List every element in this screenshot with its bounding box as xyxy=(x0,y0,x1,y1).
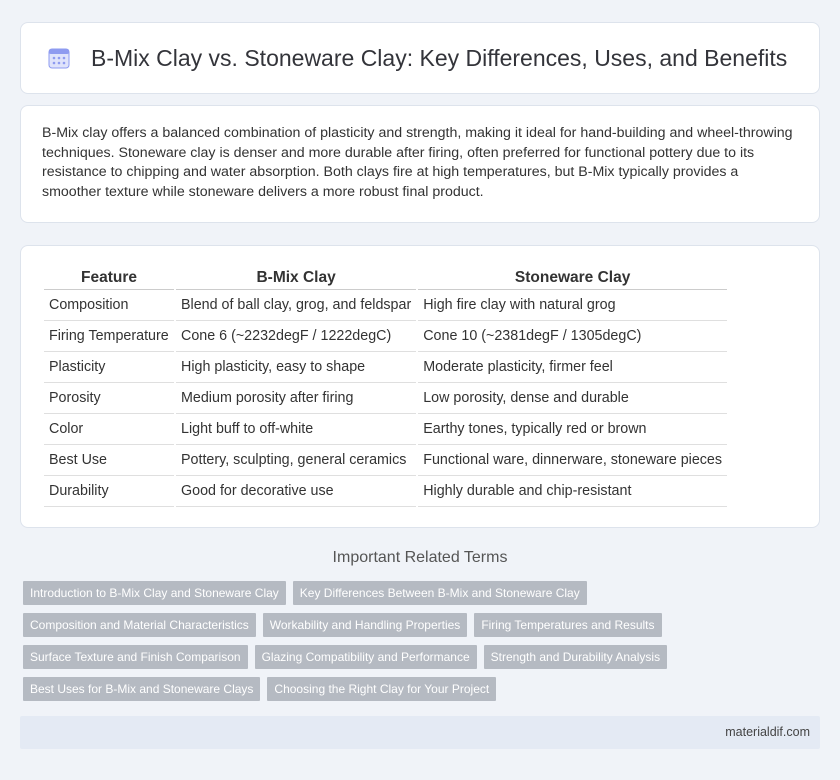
table-cell: Best Use xyxy=(44,445,174,476)
table-cell: Cone 10 (~2381degF / 1305degC) xyxy=(418,321,727,352)
footer-site-link[interactable]: materialdif.com xyxy=(725,725,810,739)
related-term-tag[interactable]: Composition and Material Characteristics xyxy=(23,613,256,637)
column-header: Feature xyxy=(44,266,174,290)
table-cell: Functional ware, dinnerware, stoneware pieces xyxy=(418,445,727,476)
table-row xyxy=(44,290,727,321)
intro-paragraph: B-Mix clay offers a balanced combination of plasticity and strength, making it ideal for hand-building and wheel-throwing techniques. Stoneware clay is denser and more durable after firing, often preferred for functional pottery due to its resistance to chipping and water absorption. Both clays fire at high temperatures, but B-Mix typically provides a smoother texture while stoneware delivers a more robust final product. xyxy=(42,125,793,200)
intro-card xyxy=(20,105,820,223)
related-term-tag[interactable]: Strength and Durability Analysis xyxy=(484,645,667,669)
table-cell: Earthy tones, typically red or brown xyxy=(418,414,727,445)
table-row xyxy=(44,414,727,445)
related-term-tag[interactable]: Surface Texture and Finish Comparison xyxy=(23,645,248,669)
table-header-row xyxy=(44,266,727,290)
related-term-tag[interactable]: Introduction to B-Mix Clay and Stoneware Clay xyxy=(23,581,286,605)
table-cell: Good for decorative use xyxy=(176,476,416,507)
table-cell: Highly durable and chip-resistant xyxy=(418,476,727,507)
header-card xyxy=(20,22,820,94)
tag-row xyxy=(23,581,813,605)
column-header: B-Mix Clay xyxy=(176,266,416,290)
related-term-tag[interactable]: Firing Temperatures and Results xyxy=(474,613,661,637)
related-term-tag[interactable]: Glazing Compatibility and Performance xyxy=(255,645,477,669)
table-row xyxy=(44,445,727,476)
related-term-tag[interactable]: Choosing the Right Clay for Your Project xyxy=(267,677,496,701)
table-row xyxy=(44,352,727,383)
related-terms-heading: Important Related Terms xyxy=(332,549,508,566)
comparison-table xyxy=(42,266,729,507)
table-cell: High fire clay with natural grog xyxy=(418,290,727,321)
related-terms-list xyxy=(23,581,813,709)
tag-row xyxy=(23,613,813,637)
tag-row xyxy=(23,645,813,669)
table-cell: Light buff to off-white xyxy=(176,414,416,445)
table-cell: High plasticity, easy to shape xyxy=(176,352,416,383)
table-row xyxy=(44,321,727,352)
table-cell: Durability xyxy=(44,476,174,507)
calendar-icon xyxy=(47,46,71,70)
table-cell: Porosity xyxy=(44,383,174,414)
table-cell: Moderate plasticity, firmer feel xyxy=(418,352,727,383)
tag-row xyxy=(23,677,813,701)
comparison-card xyxy=(20,245,820,528)
table-cell: Blend of ball clay, grog, and feldspar xyxy=(176,290,416,321)
related-term-tag[interactable]: Key Differences Between B-Mix and Stoneware Clay xyxy=(293,581,587,605)
table-cell: Composition xyxy=(44,290,174,321)
table-cell: Firing Temperature xyxy=(44,321,174,352)
table-row xyxy=(44,383,727,414)
table-row xyxy=(44,476,727,507)
page-title: B-Mix Clay vs. Stoneware Clay: Key Differences, Uses, and Benefits xyxy=(91,44,788,71)
footer xyxy=(20,716,820,749)
table-cell: Medium porosity after firing xyxy=(176,383,416,414)
table-cell: Color xyxy=(44,414,174,445)
related-term-tag[interactable]: Workability and Handling Properties xyxy=(263,613,468,637)
column-header: Stoneware Clay xyxy=(418,266,727,290)
table-cell: Plasticity xyxy=(44,352,174,383)
table-cell: Low porosity, dense and durable xyxy=(418,383,727,414)
table-cell: Pottery, sculpting, general ceramics xyxy=(176,445,416,476)
table-cell: Cone 6 (~2232degF / 1222degC) xyxy=(176,321,416,352)
related-term-tag[interactable]: Best Uses for B-Mix and Stoneware Clays xyxy=(23,677,260,701)
